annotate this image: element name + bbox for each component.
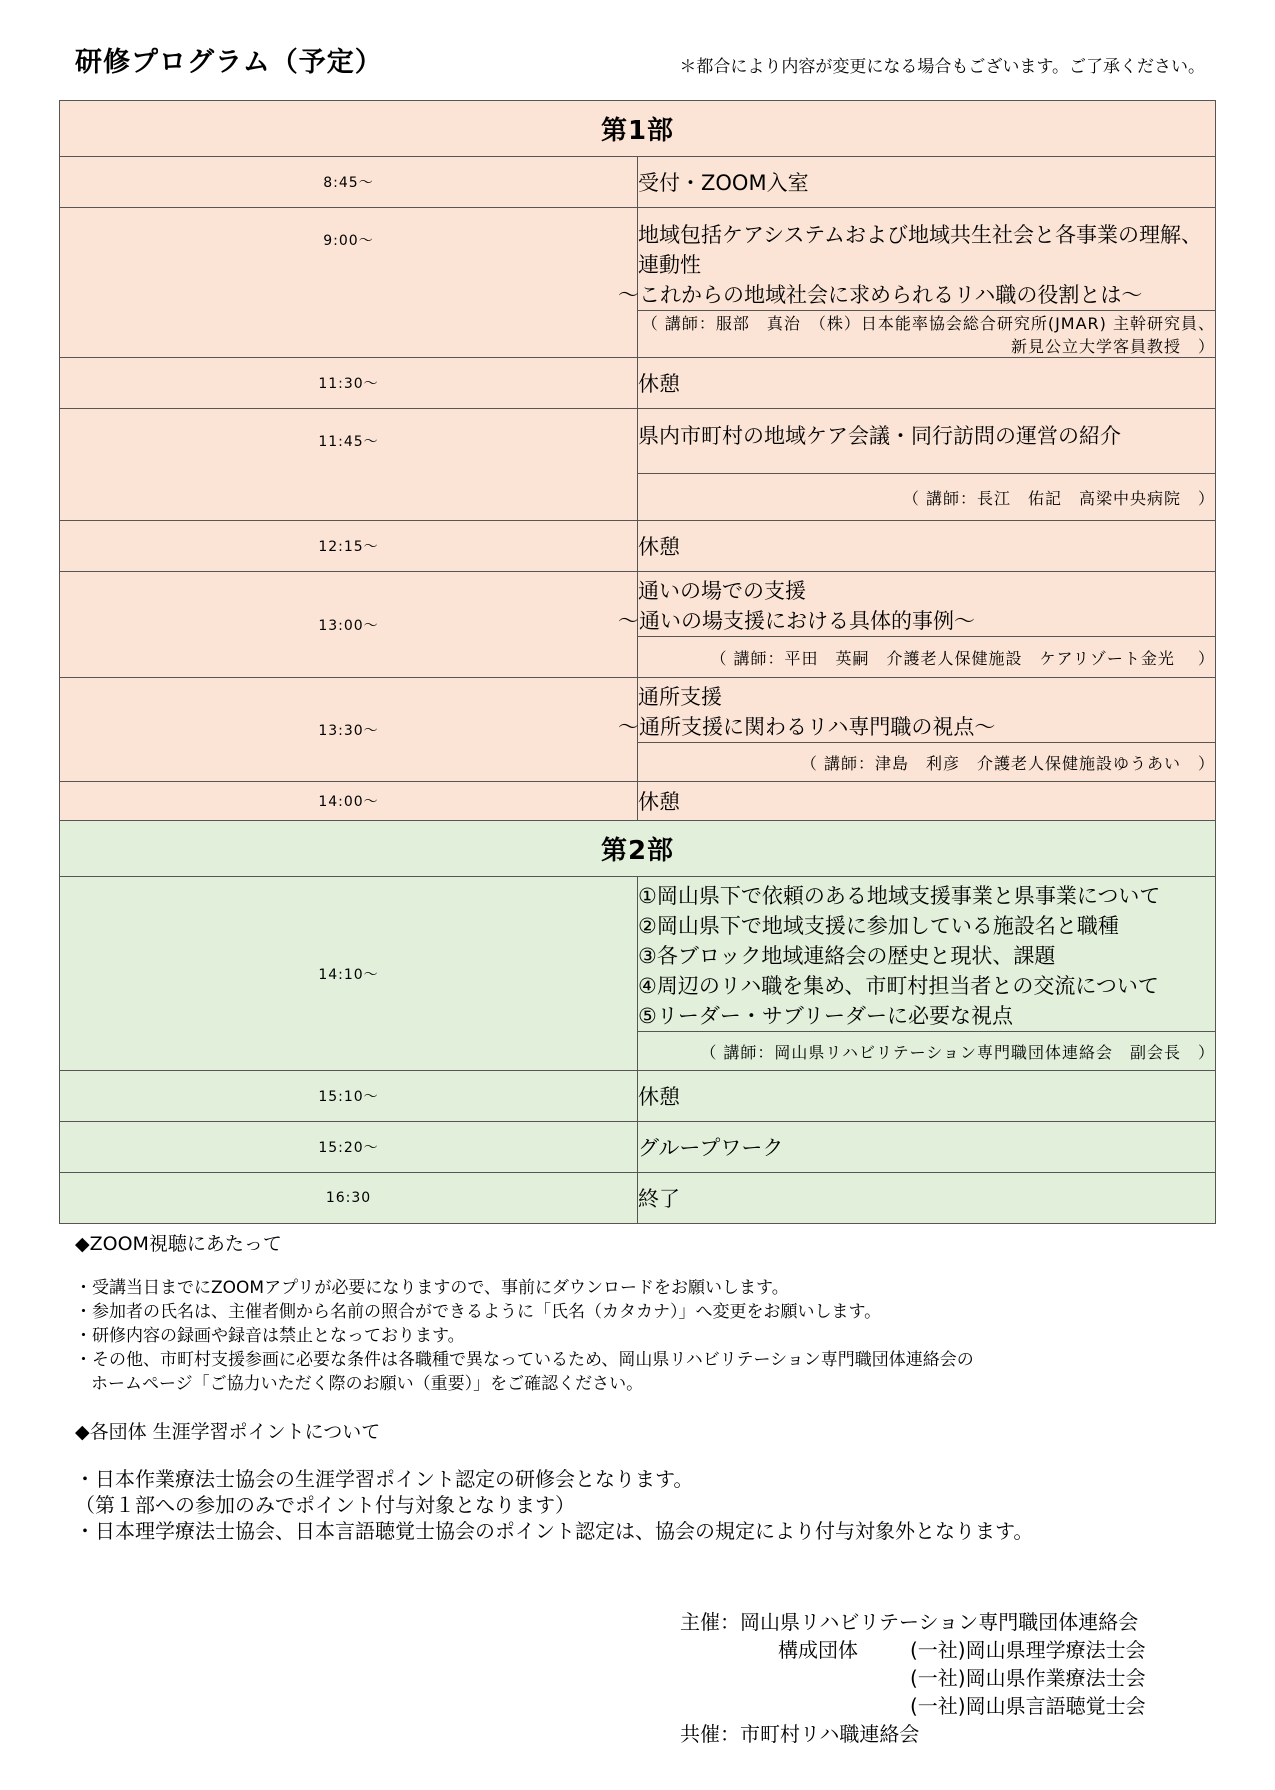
notes-section [75, 1232, 1225, 1544]
topic-item: ⑤リーダー・サブリーダーに必要な視点 [638, 1004, 1013, 1028]
session-cell [638, 358, 1216, 409]
schedule-row [60, 572, 1216, 637]
time-cell: 12:15～ [60, 521, 638, 572]
zoom-note: ・参加者の氏名は、主催者側から名前の照合ができるように「氏名（カタカナ）」へ変更をお願いします。 [75, 1302, 882, 1322]
time-cell: 15:20～ [60, 1122, 638, 1173]
time-cell: 14:10～ [60, 877, 638, 1071]
zoom-note: ・その他、市町村支援参画に必要な条件は各職種で異なっているため、岡山県リハビリテーション専門職団体連絡会の [75, 1350, 974, 1370]
points-note: （第１部への参加のみでポイント付与対象となります） [75, 1493, 575, 1517]
time-cell: 13:30～ [60, 678, 638, 782]
schedule-row [60, 782, 1216, 821]
points-heading: ◆各団体 生涯学習ポイントについて [75, 1421, 381, 1443]
cohost-name: 共催：市町村リハ職連絡会 [680, 1722, 920, 1746]
topic-item: ①岡山県下で依頼のある地域支援事業と県事業について [638, 884, 1161, 908]
session-cell [618, 678, 1216, 743]
time-cell: 13:00～ [60, 572, 638, 678]
schedule-row [60, 208, 1216, 311]
lecturer-info: （ 講師：津島 利彦 介護老人保健施設ゆうあい ） [638, 743, 1216, 782]
zoom-note: ・受講当日までにZOOMアプリが必要になりますので、事前にダウンロードをお願いします。 [75, 1278, 789, 1298]
schedule-row [60, 358, 1216, 409]
session-cell [638, 1071, 1216, 1122]
member-row [560, 1692, 1200, 1720]
members-label: 構成団体 [778, 1638, 858, 1662]
member-name: (一社)岡山県言語聴覚士会 [910, 1694, 1146, 1718]
session-title: グループワーク [638, 1136, 784, 1160]
host-row [560, 1608, 1200, 1636]
end-label: 終了 [638, 1187, 680, 1211]
session-subtitle: ～通いの場支援における具体的事例～ [618, 609, 975, 633]
session-cell [638, 521, 1216, 572]
session-cell [618, 572, 1216, 637]
program-table [59, 100, 1216, 1224]
session-cell [638, 157, 1216, 208]
schedule-row [60, 1173, 1216, 1224]
page-header [75, 40, 1205, 80]
member-name: (一社)岡山県作業療法士会 [910, 1666, 1146, 1690]
session-cell [638, 782, 1216, 821]
schedule-row [60, 409, 1216, 474]
zoom-heading: ◆ZOOM視聴にあたって [75, 1233, 282, 1255]
points-note: ・日本理学療法士協会、日本言語聴覚士協会のポイント認定は、協会の規定により付与対象外となります。 [75, 1519, 1034, 1543]
time-cell: 11:45～ [60, 409, 638, 521]
organizer-block [560, 1608, 1200, 1748]
session-cell [638, 409, 1216, 474]
session-title: 地域包括ケアシステムおよび地域共生社会と各事業の理解、連動性 [638, 223, 1203, 277]
time-cell: 16:30 [60, 1173, 638, 1224]
change-notice: ＊都合により内容が変更になる場合もございます。ご了承ください。 [679, 57, 1205, 77]
session-title: 県内市町村の地域ケア会議・同行訪問の運営の紹介 [638, 424, 1121, 448]
break-label: 休憩 [638, 535, 680, 559]
break-label: 休憩 [638, 372, 680, 396]
time-cell: 9:00～ [60, 208, 638, 358]
time-cell: 8:45～ [60, 157, 638, 208]
lecturer-info: （ 講師：長江 佑記 高梁中央病院 ） [638, 474, 1216, 521]
lecturer-info: （ 講師：岡山県リハビリテーション専門職団体連絡会 副会長 ） [638, 1032, 1216, 1071]
session-subtitle: ～通所支援に関わるリハ専門職の視点～ [618, 715, 996, 739]
part2-title: 第2部 [60, 821, 1216, 877]
time-cell: 15:10～ [60, 1071, 638, 1122]
member-row [560, 1636, 1200, 1664]
session-cell [618, 208, 1216, 311]
part1-title: 第1部 [60, 101, 1216, 157]
session-cell [638, 1122, 1216, 1173]
schedule-row [60, 1071, 1216, 1122]
member-name: (一社)岡山県理学療法士会 [910, 1638, 1146, 1662]
session-title: 受付・ZOOM入室 [638, 171, 809, 195]
session-cell [638, 877, 1216, 1032]
time-cell: 14:00～ [60, 782, 638, 821]
time-cell: 11:30～ [60, 358, 638, 409]
topic-item: ②岡山県下で地域支援に参加している施設名と職種 [638, 914, 1119, 938]
session-cell [638, 1173, 1216, 1224]
break-label: 休憩 [638, 1085, 680, 1109]
session-subtitle: ～これからの地域社会に求められるリハ職の役割とは～ [618, 283, 1143, 307]
host-name: 主催：岡山県リハビリテーション専門職団体連絡会 [680, 1610, 1139, 1634]
zoom-note: ホームページ「ご協力いただく際のお願い（重要）」をご確認ください。 [91, 1374, 644, 1394]
part2-header-row [60, 821, 1216, 877]
points-note: ・日本作業療法士協会の生涯学習ポイント認定の研修会となります。 [75, 1467, 694, 1491]
schedule-row [60, 521, 1216, 572]
topic-item: ④周辺のリハ職を集め、市町村担当者との交流について [638, 974, 1159, 998]
schedule-row [60, 1122, 1216, 1173]
member-row [560, 1664, 1200, 1692]
schedule-row [60, 877, 1216, 1032]
part1-header-row [60, 101, 1216, 157]
schedule-row [60, 678, 1216, 743]
break-label: 休憩 [638, 790, 680, 814]
topic-item: ③各ブロック地域連絡会の歴史と現状、課題 [638, 944, 1056, 968]
zoom-note: ・研修内容の録画や録音は禁止となっております。 [75, 1326, 465, 1346]
lecturer-info: （ 講師：平田 英嗣 介護老人保健施設 ケアリゾート金光 ） [638, 637, 1216, 678]
lecturer-info: （ 講師：服部 真治 （株）日本能率協会総合研究所(JMAR) 主幹研究員、新見公立大学客員教授 ） [638, 311, 1216, 358]
page-title: 研修プログラム（予定） [75, 47, 383, 78]
session-title: 通所支援 [638, 685, 722, 709]
cohost-row [560, 1720, 1200, 1748]
session-title: 通いの場での支援 [638, 579, 806, 603]
schedule-row [60, 157, 1216, 208]
